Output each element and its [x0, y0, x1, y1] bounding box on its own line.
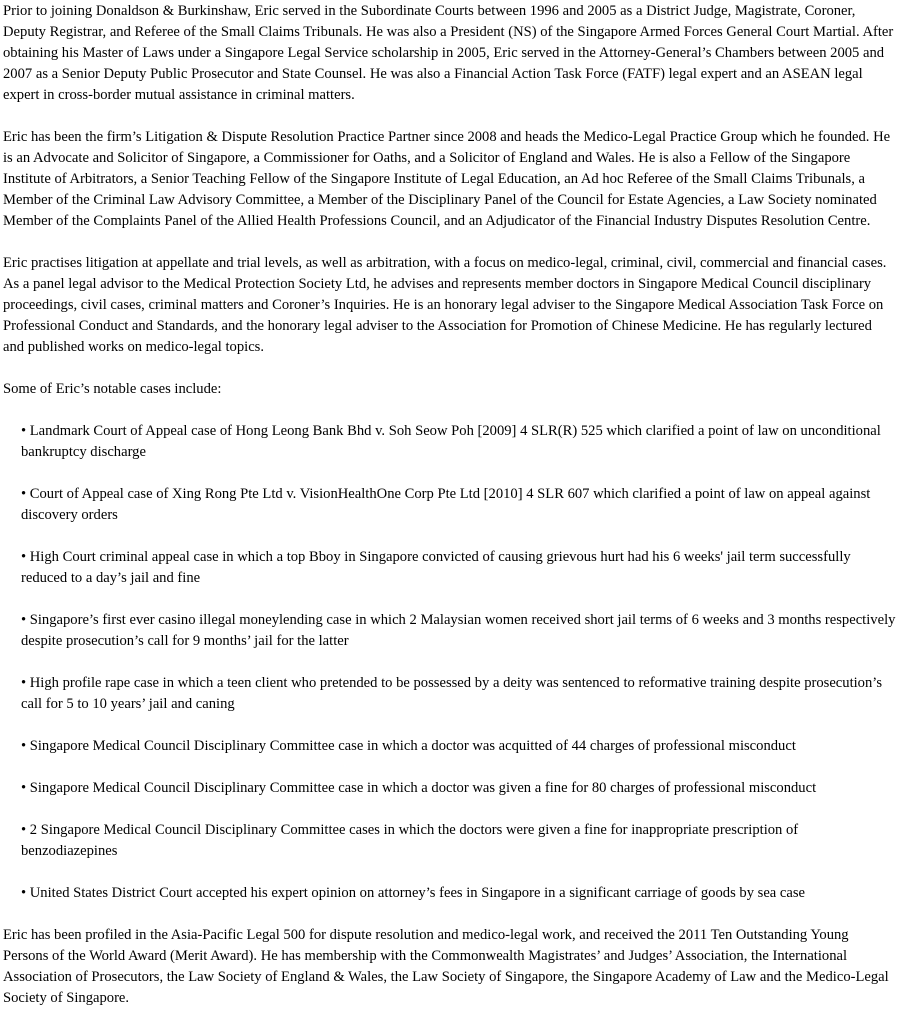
case-text: Singapore’s first ever casino illegal moneylending case in which 2 Malaysian women received short jail terms of 6 weeks and 3 months respectively despite prosecution’s call for 9 months’ jail for the latter [21, 612, 896, 649]
bullet-icon: • [21, 423, 27, 439]
list-item [21, 736, 896, 757]
case-text: Singapore Medical Council Disciplinary Committee case in which a doctor was acquitted of 44 charges of professional misconduct [29, 738, 796, 754]
paragraph-practice-areas: Eric practises litigation at appellate and trial levels, as well as arbitration, with a focus on medico-legal, criminal, civil, commercial and financial cases. As a panel legal advisor to the Medical Protection Society Ltd, he advises and represents member doctors in Singapore Medical Council disciplinary proceedings, civil cases, criminal matters and Coroner’s Inquiries. He is an honorary legal adviser to the Singapore Medical Association Task Force on Professional Conduct and Standards, and the honorary legal adviser to the Association for Promotion of Chinese Medicine. He has regularly lectured and published works on medico-legal topics. [3, 255, 887, 355]
bullet-icon: • [21, 612, 27, 628]
paragraph-current-roles: Eric has been the firm’s Litigation & Dispute Resolution Practice Partner since 2008 and heads the Medico-Legal Practice Group which he founded. He is an Advocate and Solicitor of Singapore, a Commissioner for Oaths, and a Solicitor of England and Wales. He is also a Fellow of the Singapore Institute of Arbitrators, a Senior Teaching Fellow of the Singapore Institute of Legal Education, an Ad hoc Referee of the Small Claims Tribunals, a Member of the Criminal Law Advisory Committee, a Member of the Disciplinary Panel of the Council for Estate Agencies, a Law Society nominated Member of the Complaints Panel of the Allied Health Professions Council, and an Adjudicator of the Financial Industry Disputes Resolution Centre. [3, 129, 891, 229]
bullet-icon: • [21, 549, 27, 565]
bullet-icon: • [21, 486, 27, 502]
list-item [21, 883, 896, 904]
paragraph-cases-intro: Some of Eric’s notable cases include: [3, 381, 222, 397]
list-item [21, 484, 896, 526]
paragraph-awards-memberships: Eric has been profiled in the Asia-Pacific Legal 500 for dispute resolution and medico-legal work, and received the 2011 Ten Outstanding Young Persons of the World Award (Merit Award). He has membership with the Commonwealth Magistrates’ and Judges’ Association, the International Association of Prosecutors, the Law Society of England & Wales, the Law Society of Singapore, the Singapore Academy of Law and the Medico-Legal Society of Singapore. [3, 927, 889, 1006]
paragraph-career-history: Prior to joining Donaldson & Burkinshaw, Eric served in the Subordinate Courts between 1996 and 2005 as a District Judge, Magistrate, Coroner, Deputy Registrar, and Referee of the Small Claims Tribunals. He was also a President (NS) of the Singapore Armed Forces General Court Martial. After obtaining his Master of Laws under a Singapore Legal Service scholarship in 2005, Eric served in the Attorney-General’s Chambers between 2005 and 2007 as a Senior Deputy Public Prosecutor and State Counsel. He was also a Financial Action Task Force (FATF) legal expert and an ASEAN legal expert in cross-border mutual assistance in criminal matters. [3, 3, 894, 103]
case-text: 2 Singapore Medical Council Disciplinary Committee cases in which the doctors were given a fine for inappropriate prescription of benzodiazepines [21, 822, 799, 859]
list-item [21, 820, 896, 862]
list-item [21, 778, 896, 799]
notable-cases-list [3, 421, 896, 904]
case-text: High profile rape case in which a teen client who pretended to be possessed by a deity was sentenced to reformative training despite prosecution’s call for 5 to 10 years’ jail and caning [21, 675, 883, 712]
bullet-icon: • [21, 675, 27, 691]
case-text: Singapore Medical Council Disciplinary Committee case in which a doctor was given a fine for 80 charges of professional misconduct [29, 780, 817, 796]
list-item [21, 673, 896, 715]
bullet-icon: • [21, 780, 27, 796]
case-text: Court of Appeal case of Xing Rong Pte Ltd v. VisionHealthOne Corp Pte Ltd [2010] 4 SLR 607 which clarified a point of law on appeal against discovery orders [21, 486, 871, 523]
case-text: High Court criminal appeal case in which a top Bboy in Singapore convicted of causing grievous hurt had his 6 weeks' jail term successfully reduced to a day’s jail and fine [21, 549, 851, 586]
bullet-icon: • [21, 738, 27, 754]
list-item [21, 610, 896, 652]
case-text: United States District Court accepted his expert opinion on attorney’s fees in Singapore in a significant carriage of goods by sea case [29, 885, 806, 901]
list-item [21, 421, 896, 463]
bullet-icon: • [21, 885, 27, 901]
list-item [21, 547, 896, 589]
case-text: Landmark Court of Appeal case of Hong Leong Bank Bhd v. Soh Seow Poh [2009] 4 SLR(R) 525 which clarified a point of law on unconditional bankruptcy discharge [21, 423, 881, 460]
bullet-icon: • [21, 822, 27, 838]
